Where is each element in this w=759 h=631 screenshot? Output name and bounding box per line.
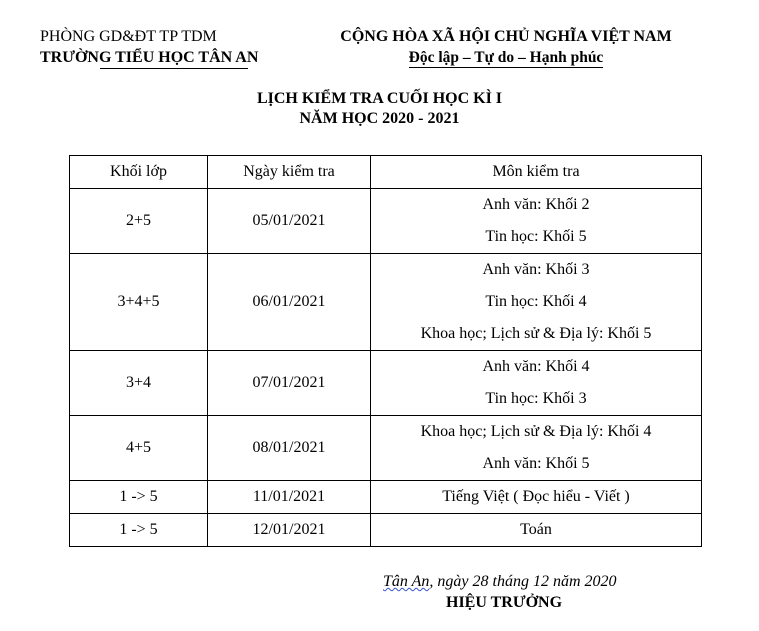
school-name: TRƯỜNG TIỂU HỌC TÂN AN bbox=[40, 49, 259, 66]
table-row bbox=[70, 416, 702, 481]
grade-cell: 1 -> 5 bbox=[70, 514, 208, 547]
subject-cell bbox=[371, 254, 702, 351]
subject-line: Tin học: Khối 4 bbox=[485, 293, 587, 310]
table-row bbox=[70, 514, 702, 547]
place-name: Tân An bbox=[383, 573, 430, 590]
date-cell: 11/01/2021 bbox=[208, 481, 371, 514]
table-row bbox=[70, 254, 702, 351]
grade-cell: 2+5 bbox=[70, 189, 208, 254]
grade-cell: 3+4 bbox=[70, 351, 208, 416]
signer-title: HIỆU TRƯỞNG bbox=[446, 594, 563, 611]
header-right bbox=[326, 26, 686, 68]
table-row bbox=[70, 189, 702, 254]
date-cell: 07/01/2021 bbox=[208, 351, 371, 416]
table-header-row bbox=[70, 156, 702, 189]
table-row bbox=[70, 351, 702, 416]
signing-date: , ngày 28 tháng 12 năm 2020 bbox=[429, 573, 617, 590]
date-cell: 06/01/2021 bbox=[208, 254, 371, 351]
grade-cell: 1 -> 5 bbox=[70, 481, 208, 514]
subject-line: Tin học: Khối 5 bbox=[485, 228, 587, 245]
subject-cell bbox=[371, 514, 702, 547]
subject-cell bbox=[371, 189, 702, 254]
table-row bbox=[70, 481, 702, 514]
exam-schedule-table bbox=[69, 155, 702, 547]
page-subtitle: NĂM HỌC 2020 - 2021 bbox=[299, 110, 460, 127]
header-subject: Môn kiểm tra bbox=[371, 156, 702, 189]
department-name: PHÒNG GD&ĐT TP TDM bbox=[40, 28, 217, 45]
subject-line: Tin học: Khối 3 bbox=[485, 390, 587, 407]
header-grade: Khối lớp bbox=[70, 156, 208, 189]
grade-cell: 4+5 bbox=[70, 416, 208, 481]
page-title: LỊCH KIỂM TRA CUỐI HỌC KÌ I bbox=[256, 90, 503, 107]
subject-line: Anh văn: Khối 2 bbox=[482, 196, 590, 213]
subject-line: Anh văn: Khối 5 bbox=[482, 455, 590, 472]
header-date: Ngày kiểm tra bbox=[208, 156, 371, 189]
date-cell: 05/01/2021 bbox=[208, 189, 371, 254]
grade-cell: 3+4+5 bbox=[70, 254, 208, 351]
date-cell: 12/01/2021 bbox=[208, 514, 371, 547]
subject-line: Khoa học; Lịch sử & Địa lý: Khối 5 bbox=[420, 325, 652, 342]
subject-line: Anh văn: Khối 3 bbox=[482, 261, 590, 278]
subject-cell bbox=[371, 481, 702, 514]
subject-line: Anh văn: Khối 4 bbox=[482, 358, 590, 375]
subject-line: Toán bbox=[520, 521, 552, 538]
place-date-line bbox=[383, 573, 617, 591]
school-name-underline bbox=[100, 68, 248, 69]
subject-cell bbox=[371, 416, 702, 481]
subject-cell bbox=[371, 351, 702, 416]
national-title: CỘNG HÒA XÃ HỘI CHỦ NGHĨA VIỆT NAM bbox=[340, 28, 672, 45]
subject-line: Khoa học; Lịch sử & Địa lý: Khối 4 bbox=[420, 423, 652, 440]
date-cell: 08/01/2021 bbox=[208, 416, 371, 481]
national-motto: Độc lập – Tự do – Hạnh phúc bbox=[408, 49, 604, 66]
subject-line: Tiếng Việt ( Đọc hiểu - Viết ) bbox=[442, 488, 630, 505]
header-left bbox=[40, 26, 258, 68]
